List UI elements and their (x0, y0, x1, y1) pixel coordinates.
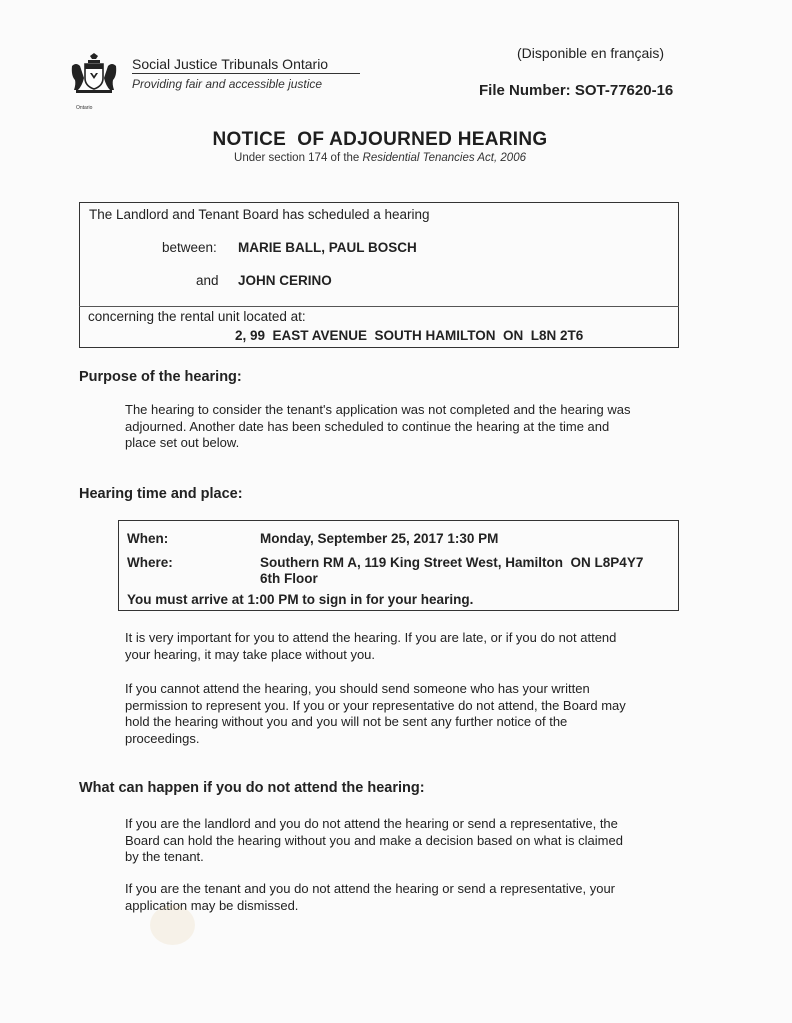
logo-caption: Ontario (76, 105, 93, 111)
parties-box-divider (79, 306, 679, 307)
paper-stain (150, 905, 195, 945)
paragraph-line: your hearing, it may take place without you. (125, 646, 376, 662)
hearing-time-place-heading: Hearing time and place: (79, 486, 243, 502)
attendance-paragraph-1 (125, 630, 685, 663)
when-label: When: (127, 531, 169, 546)
arrival-note: You must arrive at 1:00 PM to sign in for your hearing. (127, 592, 474, 607)
between-label: between: (162, 240, 217, 255)
paragraph-line: permission to represent you. If you or your representative do not attend, the Board may (125, 697, 626, 713)
paragraph-line: Board can hold the hearing without you and make a decision based on what is claimed (125, 832, 623, 848)
paragraph-line: If you cannot attend the hearing, you should send someone who has your written (125, 681, 590, 696)
where-value-line2: 6th Floor (260, 571, 318, 586)
parties-box (79, 202, 679, 348)
organization-name: Social Justice Tribunals Ontario (132, 56, 329, 72)
subtitle-prefix: Under section 174 of the (234, 152, 360, 164)
and-names: JOHN CERINO (238, 273, 332, 288)
ontario-coat-of-arms-logo (68, 52, 120, 111)
organization-tagline: Providing fair and accessible justice (132, 77, 323, 91)
where-value-line1: Southern RM A, 119 King Street West, Hamilton ON L8P4Y7 (260, 555, 644, 570)
and-label: and (196, 273, 219, 288)
header-divider (132, 73, 360, 74)
attendance-paragraph-2 (125, 681, 685, 747)
paragraph-line: It is very important for you to attend the hearing. If you are late, or if you do not attend (125, 630, 617, 645)
purpose-paragraph (125, 402, 685, 452)
between-names: MARIE BALL, PAUL BOSCH (238, 240, 417, 255)
where-label: Where: (127, 555, 173, 570)
file-number-value: SOT-77620-16 (574, 82, 674, 99)
paragraph-line: hold the hearing without you and you will not be sent any further notice of the (125, 714, 568, 729)
paragraph-line: proceedings. (125, 730, 200, 746)
document-subtitle (0, 152, 760, 164)
subtitle-act: Residential Tenancies Act, 2006 (362, 152, 526, 164)
file-number (479, 82, 673, 99)
consequences-heading: What can happen if you do not attend the hearing: (79, 780, 425, 796)
rental-unit-address: 2, 99 EAST AVENUE SOUTH HAMILTON ON L8N 2T6 (235, 328, 584, 343)
paragraph-line: by the tenant. (125, 849, 204, 864)
when-value: Monday, September 25, 2017 1:30 PM (260, 531, 499, 546)
consequences-paragraph-1 (125, 816, 685, 866)
consequences-paragraph-2 (125, 881, 685, 914)
paragraph-line: If you are the tenant and you do not attend the hearing or send a representative, your (125, 881, 616, 896)
purpose-line: adjourned. Another date has been scheduled to continue the hearing at the time and (125, 418, 610, 434)
document-title: NOTICE OF ADJOURNED HEARING (212, 129, 548, 150)
paragraph-line: application may be dismissed. (125, 897, 299, 913)
french-availability-note: (Disponible en français) (517, 45, 665, 61)
paragraph-line: If you are the landlord and you do not attend the hearing or send a representative, the (125, 816, 618, 831)
purpose-line: place set out below. (125, 435, 240, 450)
parties-intro: The Landlord and Tenant Board has scheduled a hearing (89, 207, 430, 222)
purpose-line: The hearing to consider the tenant's application was not completed and the hearing was (125, 402, 631, 417)
file-number-label: File Number: (479, 82, 571, 99)
rental-unit-label: concerning the rental unit located at: (88, 309, 306, 324)
purpose-heading: Purpose of the hearing: (79, 369, 242, 385)
